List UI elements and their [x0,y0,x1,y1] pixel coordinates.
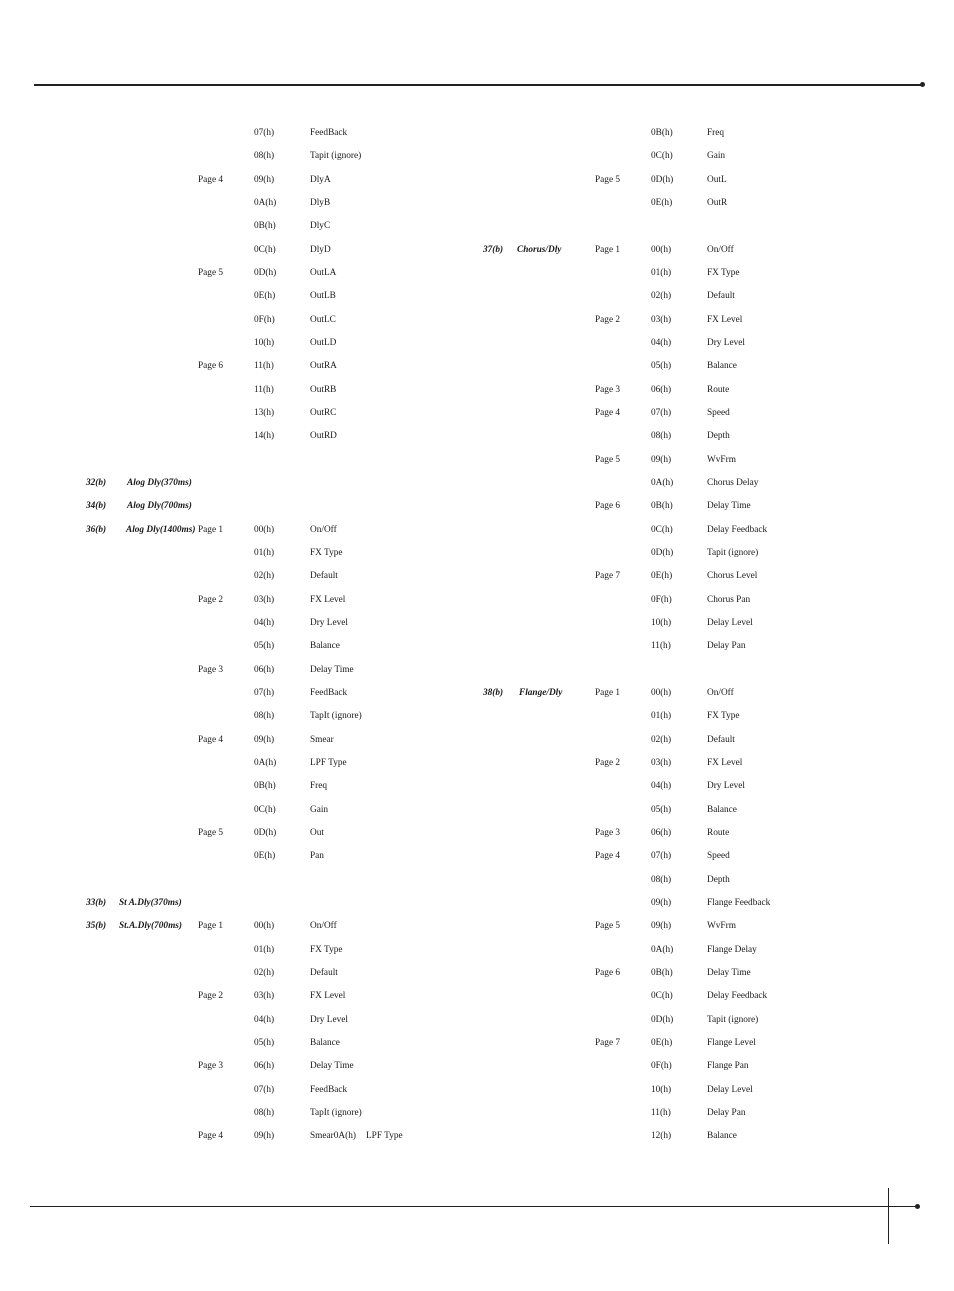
parameter-name: Delay Time [707,501,751,512]
address-value: 0D(h) [254,268,277,278]
table-row [0,266,954,280]
address-value: 01(h) [254,944,275,955]
page-label: Page 1 [595,244,621,255]
table-row [0,359,954,373]
parameter-name: OutLC [310,314,336,325]
parameter-name: Dry Level [310,617,348,628]
address-value: 01(h) [651,268,672,278]
parameter-name: Delay Pan [707,1107,746,1118]
table-row [0,709,954,723]
address-value: 0E(h) [254,291,276,302]
top-rule [34,84,922,86]
entry-name: St A.Dly(370ms) [119,897,182,908]
parameter-name: Depth [707,874,730,885]
address-value: 05(h) [651,804,672,815]
page-label: Page 4 [198,174,224,185]
address-value: 0D(h) [254,827,277,838]
table-row [0,289,954,303]
parameter-name: Chorus Pan [707,594,751,605]
address-value: 04(h) [254,617,275,628]
parameter-name: Tapit (ignore) [310,151,362,162]
parameter-name: Flange Feedback [707,897,771,908]
parameter-name: OutLB [310,291,336,302]
table-row [0,1083,954,1097]
page-label: Page 2 [595,314,621,325]
parameter-name: DlyC [310,221,331,232]
parameter-name: On/Off [310,921,337,932]
parameter-name: Balance [707,804,737,815]
address-value: 02(h) [254,967,275,978]
address-value: 00(h) [254,921,275,932]
page-label: Page 2 [198,991,224,1002]
table-row [0,336,954,350]
parameter-name: Flange Delay [707,944,757,955]
address-value: 0E(h) [254,851,276,862]
address-value: 02(h) [651,291,672,302]
entry-id: 34(b) [86,501,107,512]
page-label: Page 6 [595,967,621,978]
table-row [0,429,954,443]
parameter-name: Speed [707,851,730,862]
address-value: 0B(h) [651,501,673,512]
parameter-name: OutR [707,198,728,208]
page-label: Page 4 [198,1131,224,1142]
address-value: 0A(h) [254,198,277,208]
parameter-name: FX Level [707,314,743,325]
address-value: 14(h) [254,431,275,442]
table-row [0,663,954,677]
address-value: 05(h) [651,361,672,372]
address-value: 0C(h) [651,991,673,1002]
address-value: 01(h) [254,547,275,558]
table-row [0,849,954,863]
page-label: Page 4 [198,734,224,745]
parameter-name: Speed [707,408,730,418]
parameter-name: Gain [707,151,726,162]
parameter-name: Delay Level [707,1084,753,1095]
parameter-name: Delay Feedback [707,991,768,1002]
address-value: 07(h) [254,687,275,698]
table-row [0,896,954,910]
parameter-name: Delay Time [310,1061,354,1072]
parameter-name: DlyA [310,174,331,185]
entry-id: 35(b) [86,921,107,932]
parameter-name: OutL [707,174,727,185]
address-value: 02(h) [651,734,672,745]
parameter-name: On/Off [707,244,734,255]
parameter-name: FX Level [310,991,346,1002]
parameter-name: FX Type [310,547,343,558]
parameter-name: LPF Type [366,1131,403,1142]
address-value: 0B(h) [254,781,276,792]
entry-name: Alog Dly(700ms) [127,501,192,512]
table-row [0,686,954,700]
parameter-name: Pan [310,851,324,862]
address-value: 06(h) [651,384,672,395]
page-label: Page 1 [198,524,224,535]
address-value: 08(h) [254,711,275,722]
page-label: Page 5 [595,454,621,465]
table-row [0,523,954,537]
parameter-name: DlyD [310,244,331,255]
parameter-name: Balance [707,1131,737,1142]
parameter-name: Delay Time [707,967,751,978]
parameter-name: Delay Time [310,664,354,675]
parameter-name: FX Level [707,757,743,768]
address-value: 06(h) [254,1061,275,1072]
page-label: Page 7 [595,571,621,582]
page-label: Page 3 [595,384,621,395]
bottom-margin-line [888,1188,889,1244]
parameter-name: Freq [707,128,725,138]
parameter-name: LPF Type [310,757,347,768]
table-row [0,803,954,817]
entry-name: Flange/Dly [519,687,563,698]
parameter-name: On/Off [707,687,734,698]
table-row [0,313,954,327]
address-value: 05(h) [254,1037,275,1048]
parameter-name: FeedBack [310,128,348,138]
address-value: 0E(h) [651,198,673,208]
parameter-name: FeedBack [310,1084,348,1095]
table-row [0,943,954,957]
parameter-name: Delay Feedback [707,524,768,535]
parameter-name: OutLD [310,338,337,348]
table-row [0,1106,954,1120]
address-value: 13(h) [254,408,275,418]
parameter-name: Delay Pan [707,641,746,652]
parameter-name: Default [707,291,735,302]
address-value: 08(h) [254,1107,275,1118]
page-label: Page 3 [198,664,224,675]
address-value: 03(h) [651,757,672,768]
parameter-name: Default [707,734,735,745]
address-value: 0C(h) [254,244,276,255]
address-value: 00(h) [651,687,672,698]
entry-id: 38(b) [483,687,504,698]
entry-id: 37(b) [483,244,504,255]
address-value: 0F(h) [651,594,672,605]
address-value: 07(h) [254,128,275,138]
address-value: 02(h) [254,571,275,582]
parameter-name: Flange Level [707,1037,756,1048]
parameter-name: Route [707,384,730,395]
parameter-name: Freq [310,781,328,792]
address-value: 0E(h) [651,571,673,582]
address-value: 0A(h) [651,944,674,955]
parameter-name: Dry Level [310,1014,348,1025]
address-value: 0F(h) [651,1061,672,1072]
address-value: 0B(h) [651,967,673,978]
page-label: Page 5 [198,827,224,838]
table-row [0,873,954,887]
address-value: 0D(h) [651,547,674,558]
address-value: 10(h) [651,1084,672,1095]
parameter-name: Tapit (ignore) [707,1014,759,1025]
parameter-name: On/Off [310,524,337,535]
table-row [0,989,954,1003]
table-row [0,1036,954,1050]
page-label: Page 2 [198,594,224,605]
parameter-name: FX Type [707,268,740,278]
address-value: 07(h) [651,851,672,862]
parameter-name: Dry Level [707,781,745,792]
table-row [0,173,954,187]
address-value: 09(h) [254,174,275,185]
address-value: 10(h) [651,617,672,628]
entry-name: Alog Dly(370ms) [127,477,192,488]
parameter-name: Smear0A(h) [310,1131,356,1142]
page-label: Page 7 [595,1037,621,1048]
page-label: Page 6 [595,501,621,512]
address-value: 06(h) [254,664,275,675]
address-value: 12(h) [651,1131,672,1142]
table-row [0,476,954,490]
address-value: 09(h) [254,734,275,745]
table-row [0,196,954,210]
parameter-name: Smear [310,734,334,745]
table-row [0,919,954,933]
parameter-name: Balance [310,641,340,652]
address-value: 03(h) [254,991,275,1002]
parameter-name: Chorus Delay [707,477,759,488]
parameter-name: Default [310,967,338,978]
parameter-name: FeedBack [310,687,348,698]
address-value: 0A(h) [651,477,674,488]
entry-id: 32(b) [86,477,107,488]
table-row [0,126,954,140]
entry-id: 33(b) [86,897,107,908]
table-row [0,569,954,583]
parameter-name: OutRD [310,431,337,442]
address-value: 04(h) [651,781,672,792]
table-row [0,779,954,793]
address-value: 09(h) [651,897,672,908]
table-row [0,1013,954,1027]
parameter-name: Balance [310,1037,340,1048]
table-row [0,593,954,607]
page-label: Page 5 [595,174,621,185]
table-row [0,826,954,840]
table-row [0,1059,954,1073]
table-row [0,546,954,560]
entry-name: Alog Dly(1400ms) [126,524,196,535]
page-label: Page 2 [595,757,621,768]
address-value: 04(h) [254,1014,275,1025]
parameter-name: Delay Level [707,617,753,628]
parameter-name: OutRC [310,408,337,418]
parameter-name: FX Type [707,711,740,722]
table-row [0,243,954,257]
page-label: Page 3 [595,827,621,838]
parameter-name: OutRB [310,384,337,395]
address-value: 09(h) [651,921,672,932]
parameter-name: Depth [707,431,730,442]
parameter-name: TapIt (ignore) [310,1107,362,1118]
parameter-name: Flange Pan [707,1061,749,1072]
address-value: 10(h) [254,338,275,348]
address-value: 0B(h) [254,221,276,232]
entry-id: 36(b) [86,524,107,535]
bottom-rule-dot [915,1204,920,1209]
parameter-name: Dry Level [707,338,745,348]
table-row [0,966,954,980]
parameter-name: FX Level [310,594,346,605]
address-value: 03(h) [254,594,275,605]
table-row [0,149,954,163]
table-row [0,639,954,653]
address-value: 05(h) [254,641,275,652]
address-value: 00(h) [254,524,275,535]
address-value: 11(h) [254,384,274,395]
address-value: 07(h) [651,408,672,418]
address-value: 0D(h) [651,174,674,185]
parameter-name: Chorus Level [707,571,758,582]
address-value: 11(h) [651,641,671,652]
parameter-name: Tapit (ignore) [707,547,759,558]
table-row [0,1129,954,1143]
bottom-rule [30,1206,918,1207]
address-value: 09(h) [254,1131,275,1142]
top-rule-dot [920,82,925,87]
address-value: 09(h) [651,454,672,465]
parameter-name: WvFrm [707,921,736,932]
address-value: 0C(h) [254,804,276,815]
table-row [0,499,954,513]
address-value: 08(h) [651,431,672,442]
address-value: 0C(h) [651,151,673,162]
parameter-name: Default [310,571,338,582]
address-value: 11(h) [651,1107,671,1118]
table-row [0,219,954,233]
parameter-name: Gain [310,804,329,815]
page-label: Page 6 [198,361,224,372]
entry-name: Chorus/Dly [517,244,562,255]
page-label: Page 4 [595,408,621,418]
page-label: Page 1 [198,921,224,932]
parameter-name: Route [707,827,730,838]
page-label: Page 3 [198,1061,224,1072]
parameter-name: Balance [707,361,737,372]
parameter-name: OutLA [310,268,337,278]
address-value: 00(h) [651,244,672,255]
address-value: 01(h) [651,711,672,722]
address-value: 03(h) [651,314,672,325]
address-value: 08(h) [254,151,275,162]
entry-name: St.A.Dly(700ms) [119,921,183,932]
address-value: 07(h) [254,1084,275,1095]
address-value: 0B(h) [651,128,673,138]
table-row [0,383,954,397]
table-row [0,453,954,467]
address-value: 11(h) [254,361,274,372]
page-label: Page 5 [595,921,621,932]
parameter-name: WvFrm [707,454,736,465]
address-value: 0E(h) [651,1037,673,1048]
parameter-name: TapIt (ignore) [310,711,362,722]
table-row [0,616,954,630]
address-value: 0F(h) [254,314,275,325]
table-row [0,756,954,770]
address-value: 06(h) [651,827,672,838]
table-row [0,733,954,747]
page-label: Page 1 [595,687,621,698]
address-value: 08(h) [651,874,672,885]
parameter-name: OutRA [310,361,337,372]
parameter-name: Out [310,827,324,838]
table-row [0,406,954,420]
address-value: 0C(h) [651,524,673,535]
page-label: Page 4 [595,851,621,862]
address-value: 0A(h) [254,757,277,768]
parameter-name: DlyB [310,198,331,208]
parameter-name: FX Type [310,944,343,955]
address-value: 04(h) [651,338,672,348]
page-label: Page 5 [198,268,224,278]
address-value: 0D(h) [651,1014,674,1025]
